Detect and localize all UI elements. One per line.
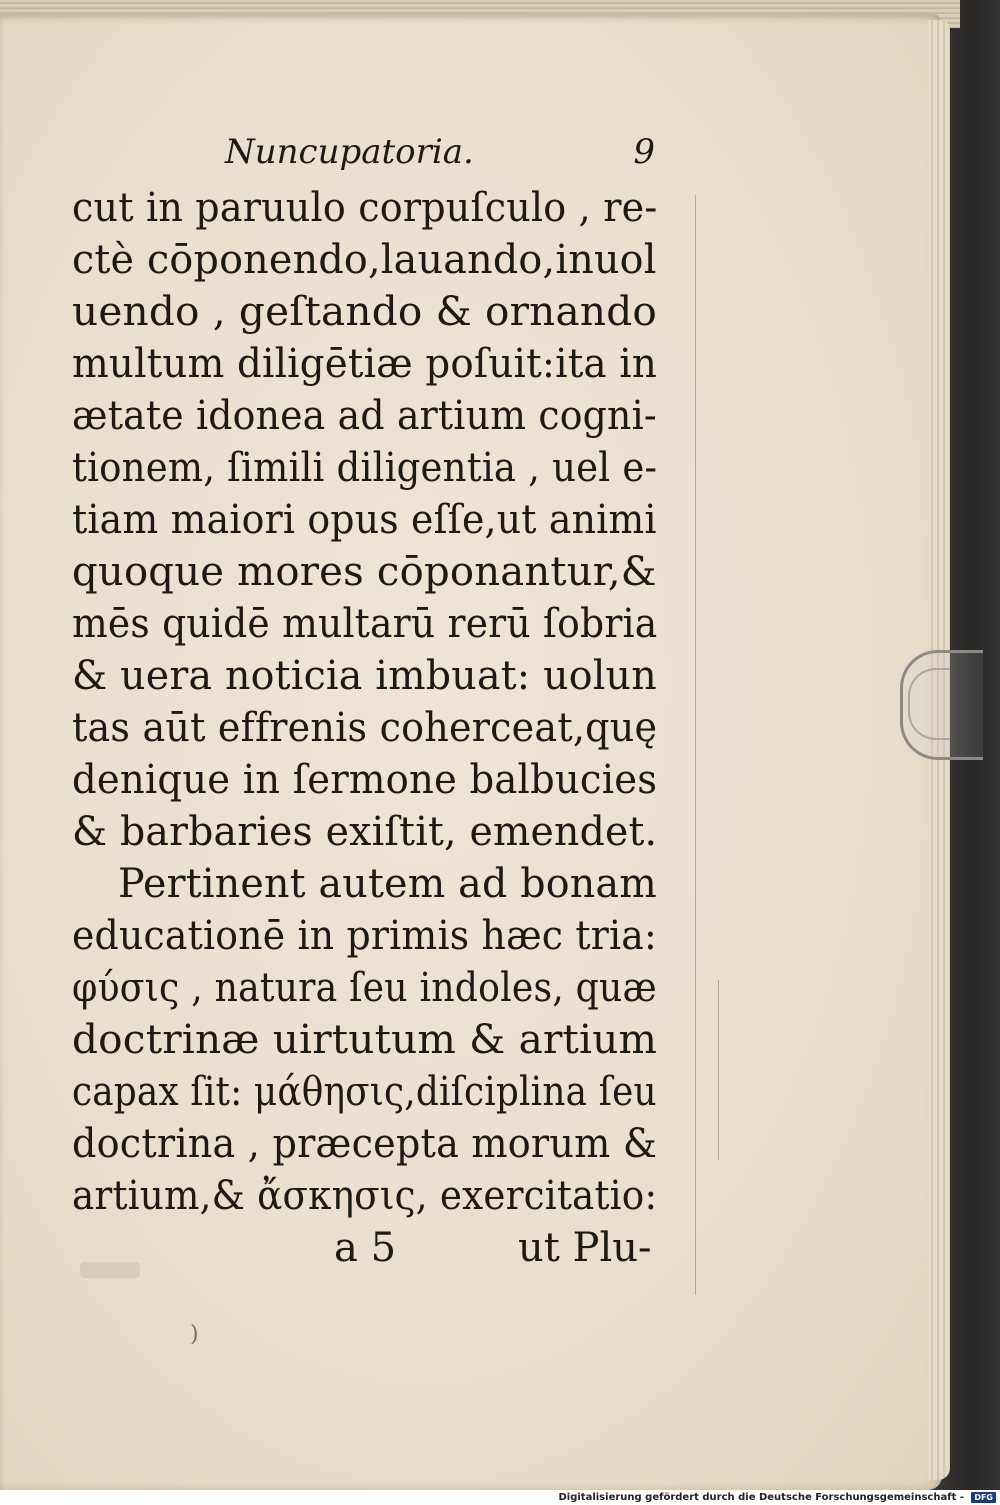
page-footer-line	[72, 1222, 672, 1274]
page-clip-inner	[908, 668, 950, 740]
text-line: tas aūt effrenis coherceat,quę	[72, 705, 658, 751]
text-line: capax ſit: μάθησις,diſciplina ſeu	[72, 1069, 657, 1115]
text-line: uendo , geſtando & ornando	[72, 289, 657, 335]
text-line: multum diligētiæ poſuit:ita in	[72, 341, 657, 387]
text-line: Pertinent autem ad bonam	[118, 861, 657, 907]
text-line: & barbaries exiſtit, emendet.	[72, 809, 658, 855]
footer-credit: Digitalisierung gefördert durch die Deutsche Forschungsgemeinschaft -	[558, 1492, 964, 1503]
catchword: ut Plu-	[518, 1225, 652, 1271]
text-line: ctè cōponendo,lauando,inuol	[72, 237, 657, 283]
text-line: doctrina , præcepta morum &	[72, 1121, 658, 1167]
text-line: educationē in primis hæc tria:	[72, 913, 657, 959]
text-line: doctrinæ uirtutum & artium	[72, 1017, 658, 1063]
text-line: mēs quidē multarū rerū ſobria	[72, 601, 658, 647]
text-line: quoque mores cōponantur,&	[72, 549, 657, 595]
signature-mark: a 5	[334, 1225, 397, 1271]
running-head	[215, 132, 665, 178]
text-line: tiam maiori opus eſſe,ut animi	[72, 497, 657, 543]
text-line: artium,& ἄσκησις, exercitatio:	[72, 1173, 658, 1219]
pencil-guide-line	[718, 980, 719, 1160]
text-line: tionem, ſimili diligentia , uel e-	[72, 445, 658, 491]
running-title: Nuncupatoria.	[225, 132, 474, 172]
text-line: cut in paruulo corpuſculo , re-	[72, 185, 658, 231]
pencil-guide-line	[695, 195, 696, 1295]
text-line: ætate idonea ad artium cogni-	[72, 393, 657, 439]
text-line: φύσις , natura ſeu indoles, quæ	[72, 965, 657, 1011]
ink-bleed-through	[80, 1262, 140, 1278]
page-number: 9	[633, 132, 655, 172]
margin-mark: )	[190, 1322, 199, 1347]
digitization-footer	[0, 1490, 1000, 1505]
dfg-logo: DFG	[971, 1492, 996, 1503]
text-line: & uera noticia imbuat: uolun	[72, 653, 657, 699]
text-line: denique in ſermone balbucies	[72, 757, 658, 803]
